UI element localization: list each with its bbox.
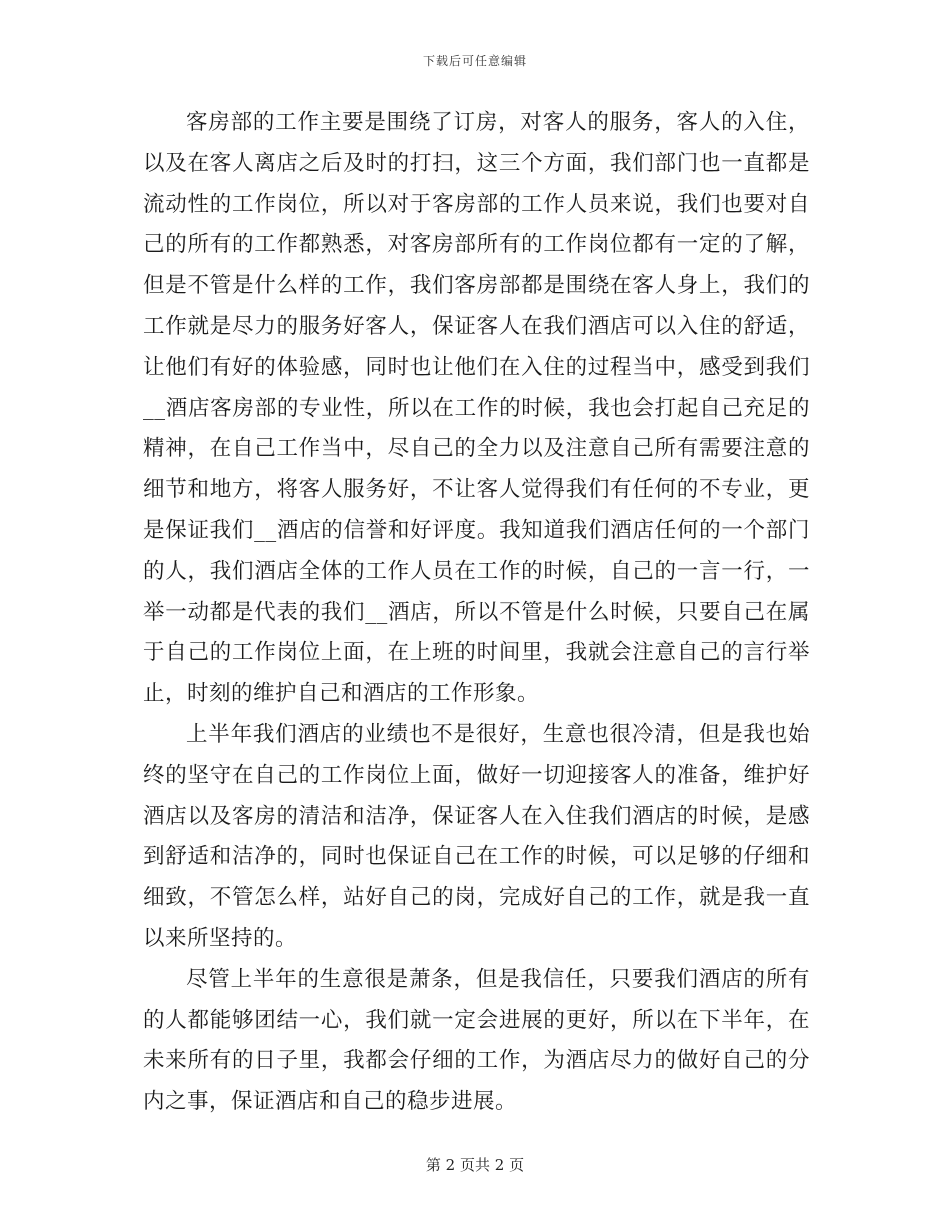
paragraph-second-half-outlook: 尽管上半年的生意很是萧条，但是我信任，只要我们酒店的所有的人都能够团结一心，我们就一定会进展的更好，所以在下半年，在未来所有的日子里，我都会仔细的工作，为酒店尽力的做好自己的分内之事，保证酒店和自己的稳步进展。 — [143, 966, 810, 1115]
paragraph-first-half-performance: 上半年我们酒店的业绩也不是很好，生意也很冷清，但是我也始终的坚守在自己的工作岗位上面，做好一切迎接客人的准备，维护好酒店以及客房的清洁和洁净，保证客人在入住我们酒店的时候，是感到舒适和洁净的，同时也保证自己在工作的时候，可以足够的仔细和细致，不管怎么样，站好自己的岗，完成好自己的工作，就是我一直以来所坚持的。 — [143, 721, 810, 951]
paragraph-housekeeping-duties: 客房部的工作主要是围绕了订房，对客人的服务，客人的入住，以及在客人离店之后及时的打扫，这三个方面，我们部门也一直都是流动性的工作岗位，所以对于客房部的工作人员来说，我们也要对自己的所有的工作都熟悉，对客房部所有的工作岗位都有一定的了解，但是不管是什么样的工作，我们客房部都是围绕在客人身上，我们的工作就是尽力的服务好客人，保证客人在我们酒店可以入住的舒适，让他们有好的体验感，同时也让他们在入住的过程当中，感受到我们__酒店客房部的专业性，所以在工作的时候，我也会打起自己充足的精神，在自己工作当中，尽自己的全力以及注意自己所有需要注意的细节和地方，将客人服务好，不让客人觉得我们有任何的不专业，更是保证我们__酒店的信誉和好评度。我知道我们酒店任何的一个部门的人，我们酒店全体的工作人员在工作的时候，自己的一言一行，一举一动都是代表的我们__酒店，所以不管是什么时候，只要自己在属于自己的工作岗位上面，在上班的时间里，我就会注意自己的言行举止，时刻的维护自己和酒店的工作形象。 — [143, 110, 810, 707]
document-body — [143, 103, 810, 1123]
page-header: 下载后可任意编辑 — [422, 54, 527, 68]
page-number-footer: 第 2 页共 2 页 — [425, 1156, 525, 1174]
